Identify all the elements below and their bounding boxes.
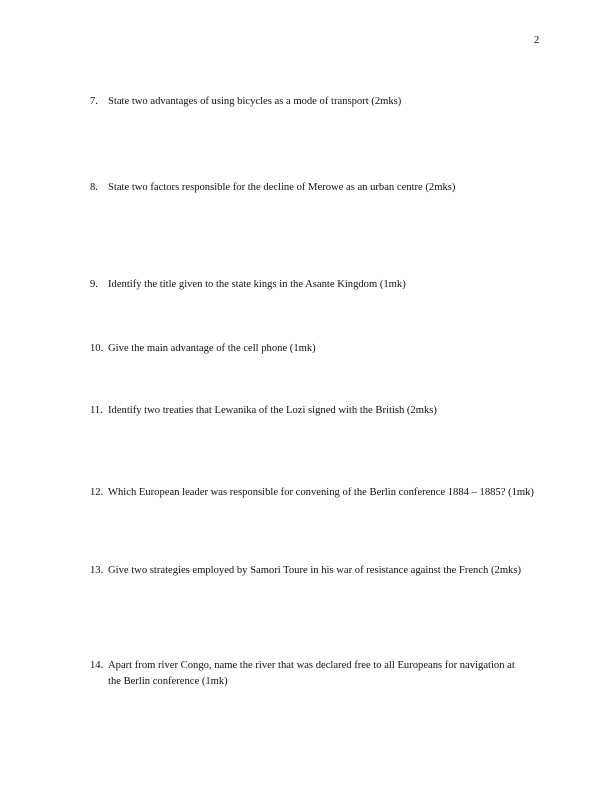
question-number: 7. <box>90 96 98 107</box>
question-11 <box>90 403 550 419</box>
question-text: Apart from river Congo, name the river that was declared free to all Europeans for navigation at the Berlin conference (1mk) <box>108 660 515 687</box>
question-text: Identify two treaties that Lewanika of the Lozi signed with the British (2mks) <box>108 405 437 416</box>
question-text: Give two strategies employed by Samori Toure in his war of resistance against the French (2mks) <box>108 565 522 576</box>
question-number: 13. <box>90 565 104 576</box>
page-number: 2 <box>534 35 540 46</box>
question-13 <box>90 563 550 579</box>
question-text: Identify the title given to the state kings in the Asante Kingdom (1mk) <box>108 279 406 290</box>
question-text: Which European leader was responsible for convening of the Berlin conference 1884 – 1885? (1mk) <box>108 487 534 498</box>
question-9 <box>90 277 550 293</box>
question-number: 8. <box>90 182 98 193</box>
question-number: 14. <box>90 660 104 671</box>
question-14 <box>90 658 520 690</box>
question-number: 10. <box>90 343 104 354</box>
question-10 <box>90 341 550 357</box>
question-number: 9. <box>90 279 98 290</box>
question-12 <box>90 485 550 501</box>
question-7 <box>90 94 550 110</box>
question-number: 11. <box>90 405 103 416</box>
question-text: Give the main advantage of the cell phone (1mk) <box>108 343 316 354</box>
question-text: State two advantages of using bicycles as a mode of transport (2mks) <box>108 96 402 107</box>
question-8 <box>90 180 550 196</box>
question-number: 12. <box>90 487 104 498</box>
question-text: State two factors responsible for the decline of Merowe as an urban centre (2mks) <box>108 182 456 193</box>
